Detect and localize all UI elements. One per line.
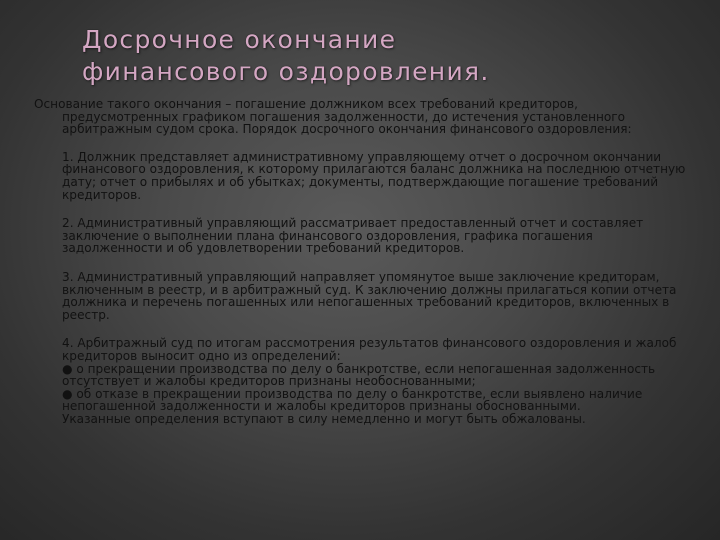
step-4-closing: Указанные определения вступают в силу немедленно и могут быть обжалованы. (62, 411, 586, 426)
step-4-option-2: ● об отказе в прекращении производства по делу о банкротстве, если выявлено наличие непогашенной задолженности и жалобы кредиторов признаны обоснованными. (62, 386, 643, 414)
step-2 (34, 217, 694, 255)
step-1-text: 1. Должник представляет административному управляющему отчет о досрочном окончании финансового оздоровления, к которому прилагаются баланс должника на последнюю отчетную дату; отчет о прибылях и об убытках; документы, подтверждающие погашение требований кредиторов. (62, 149, 686, 202)
intro-paragraph: Основание такого окончания – погашение должником всех требований кредиторов, предусмотренных графиком погашения задолженности, до истечения установленного арбитражным судом срока. Порядок досрочного окончания финансового оздоровления: (34, 97, 632, 137)
step-4-option-1: ● о прекращении производства по делу о банкротстве, если непогашенная задолженность отсутствует и жалобы кредиторов признаны необоснованными; (62, 361, 656, 389)
step-2-text: 2. Административный управляющий рассматривает предоставленный отчет и составляет заключение о выполнении плана финансового оздоровления, графика погашения задолженности и об удовлетворении требований кредиторов. (62, 216, 644, 256)
slide-title-line-1: Досрочное окончание (82, 25, 397, 54)
step-3-text: 3. Административный управляющий направляет упомянутое выше заключение кредиторам, включенным в реестр, и в арбитражный суд. К заключению должны прилагаться копии отчета должника и перечень погашенных или непогашенных требований кредиторов, включенных в реестр. (62, 269, 677, 322)
slide-body (34, 98, 694, 425)
slide-title (82, 24, 702, 88)
step-4-lead: 4. Арбитражный суд по итогам рассмотрения результатов финансового оздоровления и жалоб кредиторов выносит одно из определений: (62, 336, 677, 363)
step-3 (34, 271, 694, 321)
slide-title-line-2: финансового оздоровления. (82, 57, 490, 86)
step-1 (34, 151, 694, 201)
step-4 (34, 337, 694, 425)
